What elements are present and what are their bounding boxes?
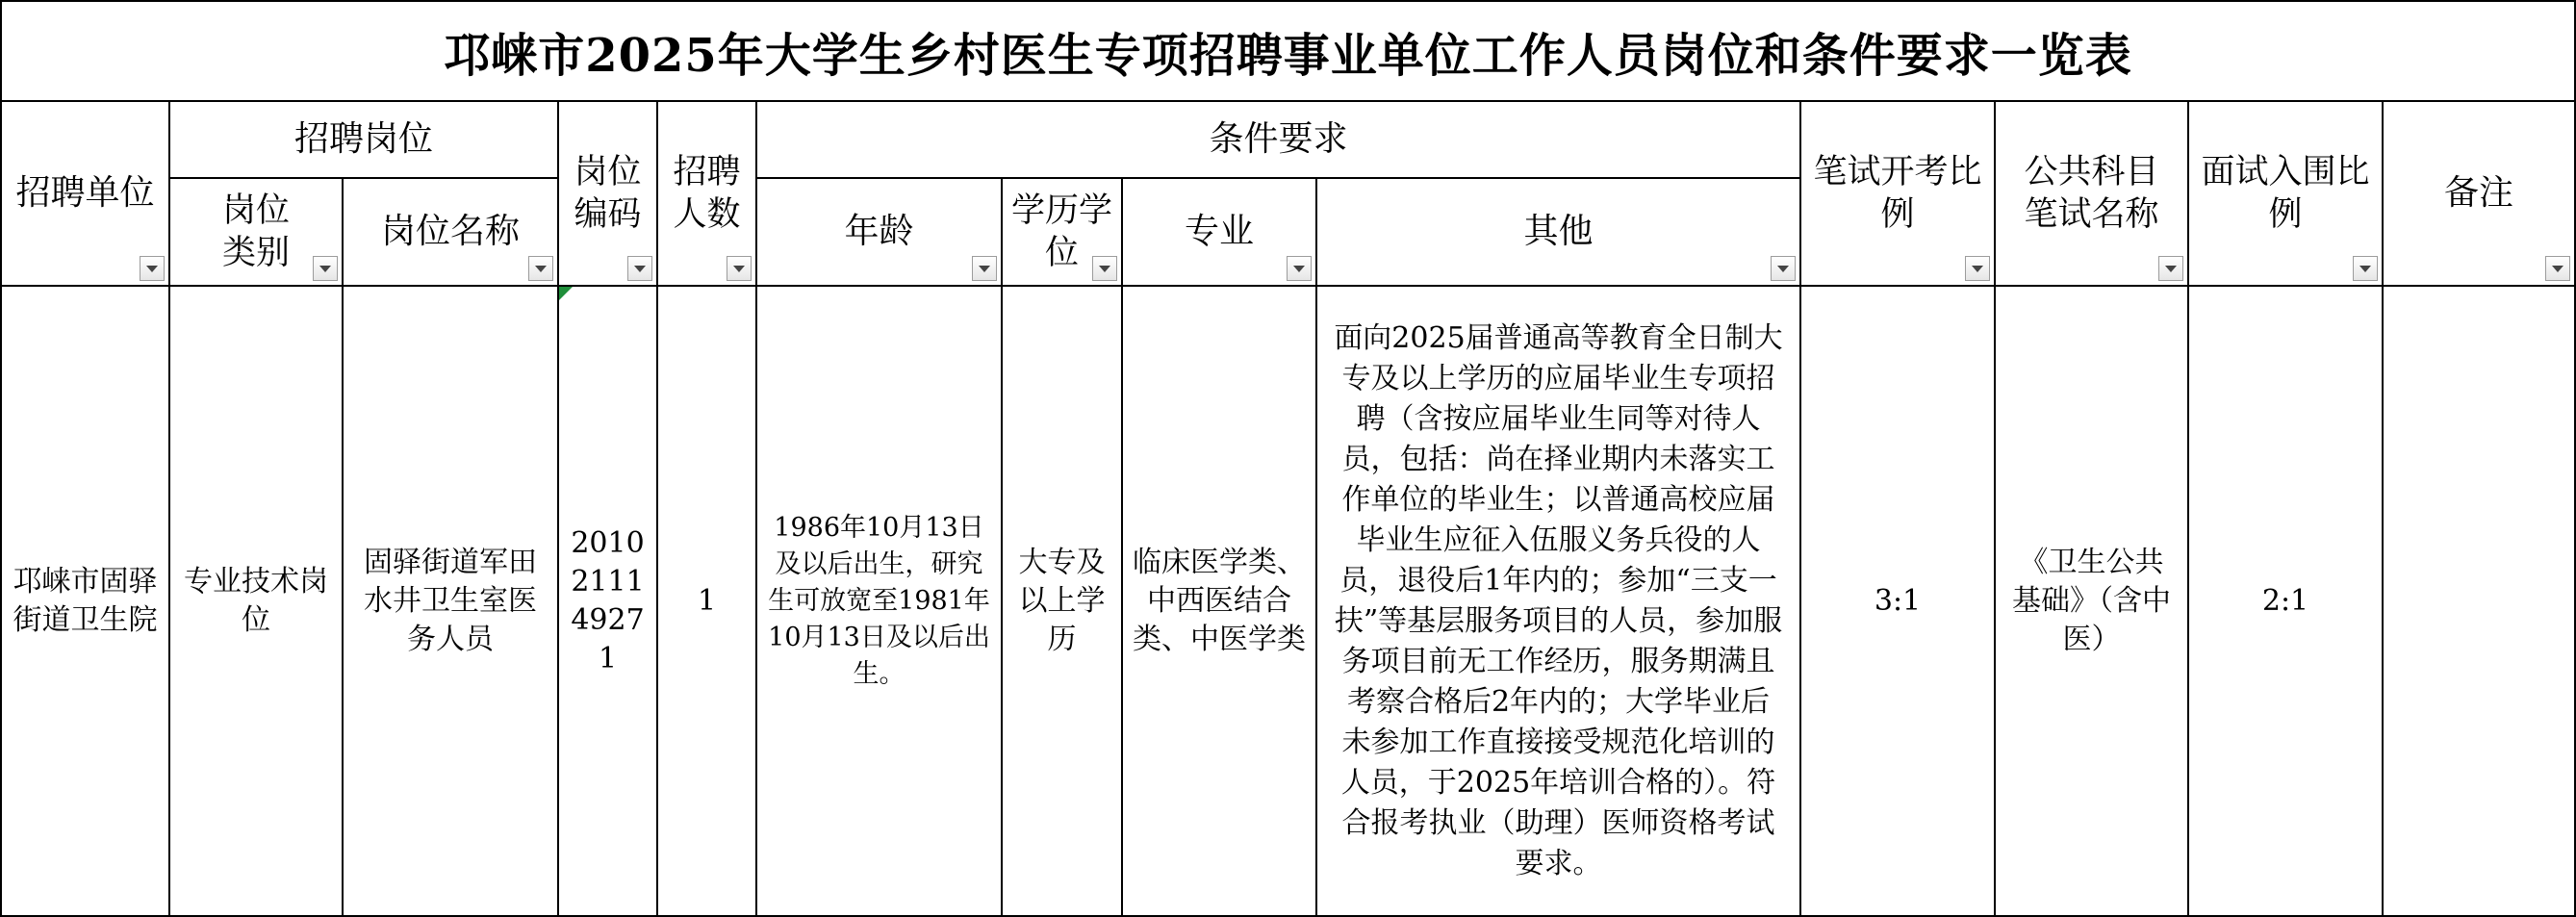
header-post-category-label: 岗位类别: [221, 191, 290, 272]
cell-post-code[interactable]: [559, 287, 658, 917]
filter-dropdown-icon[interactable]: [2545, 256, 2570, 281]
header-remarks-label: 备注: [2443, 173, 2513, 213]
cell-age-text: 1986年10月13日及以后出生，研究生可放宽至1981年10月13日及以后出生。: [768, 512, 990, 689]
filter-dropdown-icon[interactable]: [1092, 256, 1117, 281]
header-interview-ratio-label: 面试入围比例: [2201, 153, 2370, 234]
header-interview-ratio[interactable]: [2189, 102, 2384, 287]
cell-age[interactable]: [757, 287, 1003, 917]
header-recruit-count[interactable]: [658, 102, 757, 287]
cell-major-text: 临床医学类、中西医结合类、中医学类: [1133, 545, 1306, 656]
header-recruit-post: [170, 102, 559, 179]
cell-major[interactable]: [1123, 287, 1317, 917]
cell-written-ratio-text: 3:1: [1874, 583, 1922, 618]
header-other-label: 其他: [1523, 212, 1594, 251]
cell-other-text: 面向2025届普通高等教育全日制大专及以上学历的应届毕业生专项招聘（含按应届毕业生同等对待人员，包括：尚在择业期内未落实工作单位的毕业生；以普通高校应届毕业生应征入伍服义务兵役的人员，退役后1年内的；参加“三支一扶”等基层服务项目的人员，参加服务项目前无工作经历，服务期满且考察合格后2年内的；大学毕业后未参加工作直接接受规范化培训的人员，于2025年培训合格的）。符合报考执业（助理）医师资格考试要求。: [1334, 320, 1783, 880]
header-post-name-label: 岗位名称: [380, 212, 520, 251]
header-remarks[interactable]: [2384, 102, 2576, 287]
header-recruit-unit[interactable]: [2, 102, 170, 287]
filter-dropdown-icon[interactable]: [627, 256, 652, 281]
cell-post-code-text: 2010211149271: [571, 525, 645, 675]
cell-recruit-unit[interactable]: [2, 287, 170, 917]
header-post-category[interactable]: [170, 179, 344, 287]
cell-post-category-text: 专业技术岗位: [184, 564, 328, 637]
filter-dropdown-icon[interactable]: [1965, 256, 1990, 281]
header-requirements: [757, 102, 1801, 179]
cell-interview-ratio[interactable]: [2189, 287, 2384, 917]
filter-dropdown-icon[interactable]: [1287, 256, 1312, 281]
cell-public-subject[interactable]: [1996, 287, 2189, 917]
header-requirements-label: 条件要求: [1209, 119, 1348, 159]
header-recruit-count-label: 招聘人数: [673, 153, 741, 234]
header-public-subject[interactable]: [1996, 102, 2189, 287]
cell-other[interactable]: [1317, 287, 1801, 917]
header-age[interactable]: [757, 179, 1003, 287]
cell-interview-ratio-text: 2:1: [2261, 583, 2309, 618]
header-other[interactable]: [1317, 179, 1801, 287]
cell-education-text: 大专及以上学历: [1018, 545, 1106, 656]
cell-recruit-count-text: 1: [697, 583, 717, 618]
header-age-label: 年龄: [844, 212, 914, 251]
header-public-subject-label: 公共科目笔试名称: [2024, 153, 2159, 234]
filter-dropdown-icon[interactable]: [2158, 256, 2183, 281]
header-education[interactable]: [1003, 179, 1123, 287]
filter-dropdown-icon[interactable]: [528, 256, 553, 281]
header-written-ratio[interactable]: [1801, 102, 1996, 287]
filter-dropdown-icon[interactable]: [727, 256, 752, 281]
header-written-ratio-label: 笔试开考比例: [1813, 153, 1982, 234]
cell-recruit-count[interactable]: [658, 287, 757, 917]
header-major[interactable]: [1123, 179, 1317, 287]
filter-dropdown-icon[interactable]: [140, 256, 165, 281]
cell-written-ratio[interactable]: [1801, 287, 1996, 917]
cell-education[interactable]: [1003, 287, 1123, 917]
header-recruit-unit-label: 招聘单位: [15, 173, 155, 213]
cell-remarks[interactable]: [2384, 287, 2576, 917]
cell-post-name-text: 固驿街道军田水井卫生室医务人员: [364, 545, 537, 656]
cell-recruit-unit-text: 邛崃市固驿街道卫生院: [13, 564, 158, 637]
filter-dropdown-icon[interactable]: [313, 256, 338, 281]
header-post-code[interactable]: [559, 102, 658, 287]
filter-dropdown-icon[interactable]: [2353, 256, 2378, 281]
filter-dropdown-icon[interactable]: [972, 256, 997, 281]
filter-dropdown-icon[interactable]: [1771, 256, 1796, 281]
header-post-name[interactable]: [344, 179, 559, 287]
header-major-label: 专业: [1184, 212, 1254, 251]
cell-post-name[interactable]: [344, 287, 559, 917]
page-title: 邛崃市2025年大学生乡村医生专项招聘事业单位工作人员岗位和条件要求一览表: [2, 2, 2576, 102]
header-recruit-post-label: 招聘岗位: [293, 119, 433, 159]
header-post-code-label: 岗位编码: [574, 153, 642, 234]
cell-post-category[interactable]: [170, 287, 344, 917]
cell-public-subject-text: 《卫生公共基础》（含中医）: [2012, 545, 2171, 656]
header-education-label: 学历学位: [1010, 191, 1112, 272]
comment-indicator-icon[interactable]: [559, 287, 573, 300]
